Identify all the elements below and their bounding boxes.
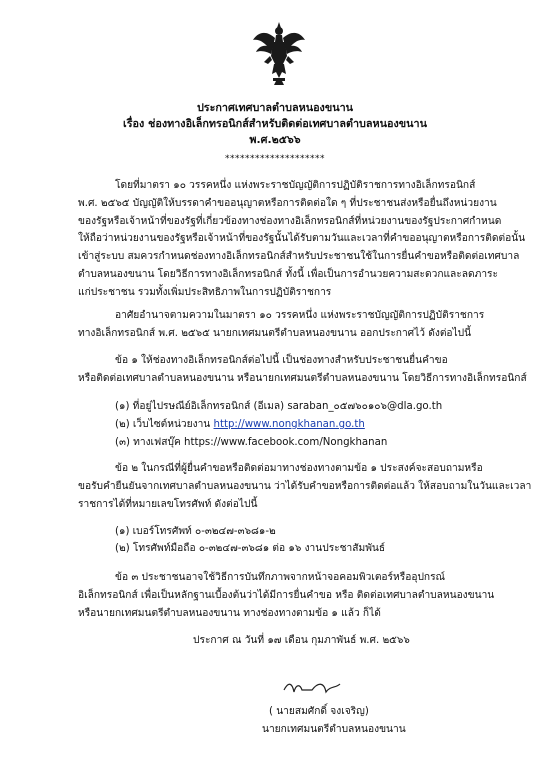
p1-line: ให้ถือว่าหน่วยงานของรัฐหรือเจ้าหน้าที่ของรัฐนั้นได้รับตามวันและเวลาที่คำขออนุญาตหรือการติดต่อนั้น [78, 233, 526, 244]
clause2-line: ขอรับคำยืนยันจากเทศบาลตำบลหนองขนาน ว่าได้รับคำขอหรือการติดต่อแล้ว ให้สอบถามในวันและเวลา [78, 481, 532, 492]
signature-icon [282, 678, 352, 700]
phone-number: (๑) เบอร์โทรศัพท์ ๐-๓๒๔๗-๓๖๘๑-๒ [115, 526, 276, 537]
p1-line: ตำบลหนองขนาน โดยวิธีการทางอิเล็กทรอนิกส์ ทั้งนี้ เพื่อเป็นการอำนวยความสะดวกและลดภาระ [78, 269, 499, 280]
contact-facebook: (๓) ทางเฟสบุ๊ค https://www.facebook.com/Nongkhanan [115, 437, 388, 448]
clause3-line: อิเล็กทรอนิกส์ เพื่อเป็นหลักฐานเบื้องต้นว่าได้มีการยื่นคำขอ หรือ ติดต่อเทศบาลตำบลหนองขนาน [78, 590, 495, 601]
announcement-subject: เรื่อง ช่องทางอิเล็กทรอนิกส์สำหรับติดต่อเทศบาลตำบลหนองขนาน [123, 117, 427, 130]
p2-line: อาศัยอำนาจตามความในมาตรา ๑๐ วรรคหนึ่ง แห่งพระราชบัญญัติการปฏิบัติราชการ [115, 310, 485, 321]
p1-line: ของรัฐหรือเจ้าหน้าที่ของรัฐที่เกี่ยวข้องทางช่องทางอิเล็กทรอนิกส์ที่หน่วยงานของรัฐประกาศกำหนด [78, 216, 502, 227]
clause2-line: ราชการได้ที่หมายเลขโทรศัพท์ ดังต่อไปนี้ [78, 499, 258, 510]
separator: ******************** [225, 154, 325, 164]
announcement-date: ประกาศ ณ วันที่ ๑๗ เดือน กุมภาพันธ์ พ.ศ. ๒๕๖๖ [193, 635, 410, 646]
p1-line: โดยที่มาตรา ๑๐ วรรคหนึ่ง แห่งพระราชบัญญัติการปฏิบัติราชการทางอิเล็กทรอนิกส์ [115, 180, 476, 191]
website-link[interactable]: http://www.nongkhanan.go.th [213, 419, 365, 430]
mobile-number: (๒) โทรศัพท์มือถือ ๐-๓๒๔๗-๓๖๘๑ ต่อ ๑๖ งานประชาสัมพันธ์ [115, 543, 386, 554]
clause3-line: ข้อ ๓ ประชาชนอาจใช้วิธีการบันทึกภาพจากหน้าจอคอมพิวเตอร์หรืออุปกรณ์ [115, 572, 446, 583]
announcement-title: ประกาศเทศบาลตำบลหนองขนาน [196, 101, 354, 114]
p2-line: ทางอิเล็กทรอนิกส์ พ.ศ. ๒๕๖๕ นายกเทศมนตรีตำบลหนองขนาน ออกประกาศไว้ ดังต่อไปนี้ [78, 328, 472, 339]
clause3-line: หรือนายกเทศมนตรีตำบลหนองขนาน ทางช่องทางตามข้อ ๑ แล้ว ก็ได้ [78, 608, 381, 619]
contact-website: (๒) เว็บไซต์หน่วยงาน http://www.nongkhanan.go.th [115, 419, 365, 430]
p1-line: พ.ศ. ๒๕๖๕ บัญญัติให้บรรดาคำขออนุญาตหรือการติดต่อใด ๆ ที่ประชาชนส่งหรือยื่นถึงหน่วยงาน [78, 198, 497, 209]
garuda-emblem-icon [250, 20, 308, 86]
signer-position: นายกเทศมนตรีตำบลหนองขนาน [262, 724, 406, 735]
clause1-line: หรือติดต่อเทศบาลตำบลหนองขนาน หรือนายกเทศมนตรีตำบลหนองขนาน โดยวิธีการทางอิเล็กทรอนิกส์ [78, 373, 527, 384]
announcement-year: พ.ศ.๒๕๖๖ [249, 133, 301, 146]
clause1-line: ข้อ ๑ ให้ช่องทางอิเล็กทรอนิกส์ต่อไปนี้ เป็นช่องทางสำหรับประชาชนยื่นคำขอ [115, 355, 448, 366]
p1-line: เข้าสู่ระบบ สมควรกำหนดช่องทางอิเล็กทรอนิกส์สำหรับประชาชนใช้ในการยื่นคำขอหรือติดต่อเทศบาล [78, 251, 520, 262]
clause2-line: ข้อ ๒ ในกรณีที่ผู้ยื่นคำขอหรือติดต่อมาทางช่องทางตามข้อ ๑ ประสงค์จะสอบถามหรือ [115, 463, 483, 474]
contact-email: (๑) ที่อยู่ไปรษณีย์อิเล็กทรอนิกส์ (อีเมล) saraban_๐๕๗๖๐๑๐๖@dla.go.th [115, 401, 443, 412]
p1-line: แก่ประชาชน รวมทั้งเพิ่มประสิทธิภาพในการปฏิบัติราชการ [78, 287, 332, 298]
signer-name: ( นายสมศักดิ์ จงเจริญ) [269, 706, 369, 717]
